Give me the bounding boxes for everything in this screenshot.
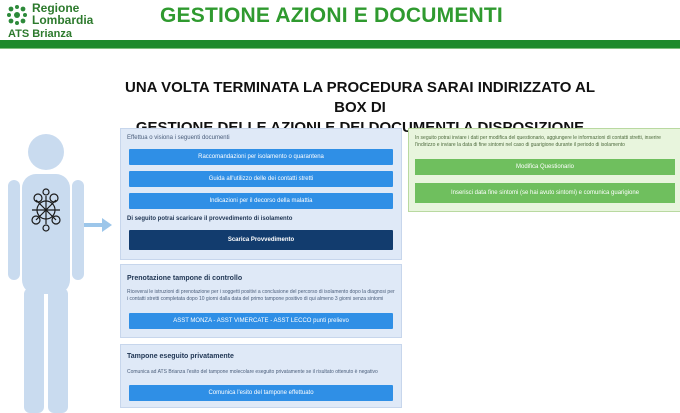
documents-intro: Effettua o visiona i seguenti documenti (127, 135, 230, 141)
person-virus-illustration (8, 128, 84, 413)
questionnaire-info-line2: e inviare la data di fine sintomi nel caso di guarigione durante il periodo di isolamento (436, 142, 625, 148)
booking-title: Prenotazione tampone di controllo (127, 275, 243, 282)
questionnaire-info-line1: In seguito potrai inviare i dati per modifica del questionario, aggiungere le informazioni di contatti stretti, inserire l'indirizzo (415, 135, 661, 148)
quarantine-guidelines-button[interactable]: Raccomandazioni per isolamento o quarantena (129, 149, 393, 165)
booking-body (127, 289, 395, 303)
report-result-button[interactable]: Comunica l'esito del tampone effettuato (129, 385, 393, 401)
private-swab-title: Tampone eseguito privatamente (127, 353, 234, 360)
booking-body-line1: Riceverai le istruzioni di prenotazione per i soggetti positivi a conclusione del percorso di isolamento dopo la diagnosi per i contatti stretti (127, 289, 395, 302)
logo-line2: Lombardia (32, 13, 94, 27)
regione-lombardia-logo (6, 2, 116, 38)
header-green-bar (0, 40, 680, 48)
arrow-right-icon (84, 218, 112, 232)
private-swab-body: Comunica ad ATS Brianza l'esito del tampone molecolare eseguito privatamente se il risultato ottenuto è negativo (127, 369, 378, 375)
documents-panel (120, 128, 402, 260)
download-label: Di seguito potrai scaricare il provvedimento di isolamento (127, 216, 293, 222)
symptoms-end-button[interactable]: Inserisci data fine sintomi (se hai avuto sintomi) e comunica guarigione (415, 183, 675, 203)
booking-body-line2: completata dopo 10 giorni dalla data del primo tampone positivo di qui almeno 3 giorni senza sintomi (160, 296, 384, 302)
logo-text (32, 2, 93, 26)
book-swab-button[interactable]: ASST MONZA - ASST VIMERCATE - ASST LECCO punti prelievo (129, 313, 393, 329)
download-provvedimento-button[interactable]: Scarica Provvedimento (129, 230, 393, 250)
logo-line1: Regione (32, 1, 80, 15)
logo-subtitle: ATS Brianza (8, 28, 72, 40)
header-divider (0, 48, 680, 49)
close-contacts-guide-button[interactable]: Guida all'utilizzo delle dei contatti stretti (129, 171, 393, 187)
questionnaire-info (415, 135, 677, 149)
private-swab-panel (120, 344, 402, 408)
instruction-line1: UNA VOLTA TERMINATA LA PROCEDURA SARAI INDIRIZZATO AL BOX DI (125, 79, 595, 116)
rosa-camuna-icon (6, 4, 28, 26)
booking-panel (120, 264, 402, 338)
page-title: GESTIONE AZIONI E DOCUMENTI (160, 4, 503, 27)
illness-course-button[interactable]: Indicazioni per il decorso della malattia (129, 193, 393, 209)
edit-questionnaire-button[interactable]: Modifica Questionario (415, 159, 675, 175)
header (0, 0, 680, 40)
questionnaire-panel (408, 128, 680, 212)
